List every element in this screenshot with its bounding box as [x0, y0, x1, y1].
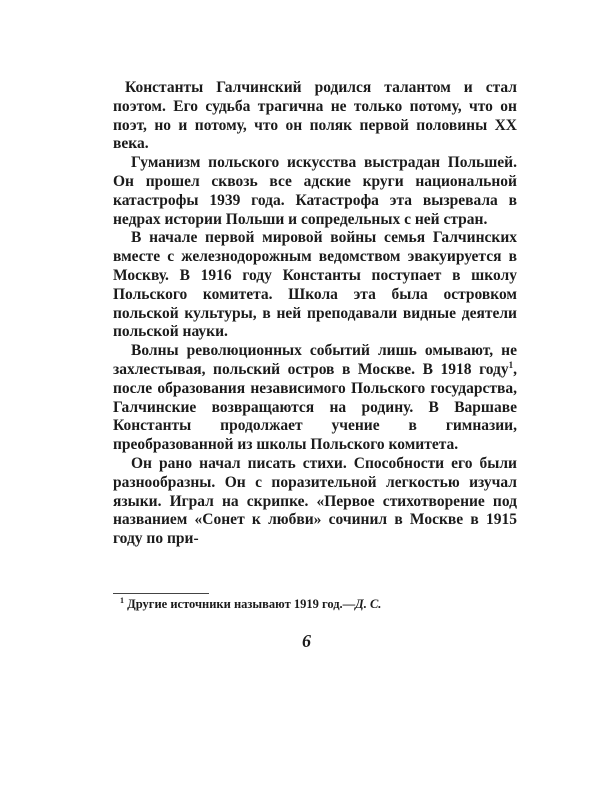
paragraph-1: Константы Галчинский родился талантом и стал поэтом. Его судьба трагична не только потому, что он поэт, но и потому, что он поляк первой половины XX века.	[113, 79, 517, 153]
paragraph-2: Гуманизм польского искусства выстрадан Польшей. Он прошел сквозь все адские круги национальной катастрофы 1939 года. Катастрофа эта вызревала в недрах истории Польши и сопредельных с ней стран.	[113, 154, 517, 228]
paragraph-3: В начале первой мировой войны семья Галчинских вместе с железнодорожным ведомством эвакуируется в Москву. В 1916 году Константы поступает в школу Польского комитета. Школа эта была островком польской культуры, в ней преподавали видные деятели польской науки.	[113, 229, 517, 341]
footnote	[120, 596, 520, 612]
footnote-reference[interactable]: 1	[508, 359, 514, 370]
footnote-marker: 1	[120, 595, 124, 605]
paragraph-4-before: Волны революционных событий лишь омывают, не захлестывая, польский остров в Москве. В 1918 году	[113, 342, 517, 378]
paragraph-4-after: , после образования независимого Польского государства, Галчинские возвращаются на родину. В Варшаве Константы продолжает учение в гимназии, преобразованной из школы Польского комитета.	[113, 360, 517, 454]
footnote-divider	[113, 593, 209, 594]
footnote-text: Другие источники называют 1919 год.—	[127, 597, 356, 611]
paragraph-5: Он рано начал писать стихи. Способности его были разнообразны. Он с поразительной легкостью изучал языки. Играл на скрипке. «Первое стихотворение под названием «Сонет к любви» сочинил в Москве в 1915 году по при-	[113, 454, 517, 548]
paragraph-4	[113, 342, 517, 455]
footnote-author: Д. С.	[355, 597, 382, 611]
page-number: 6	[302, 631, 311, 651]
main-text	[113, 79, 517, 549]
